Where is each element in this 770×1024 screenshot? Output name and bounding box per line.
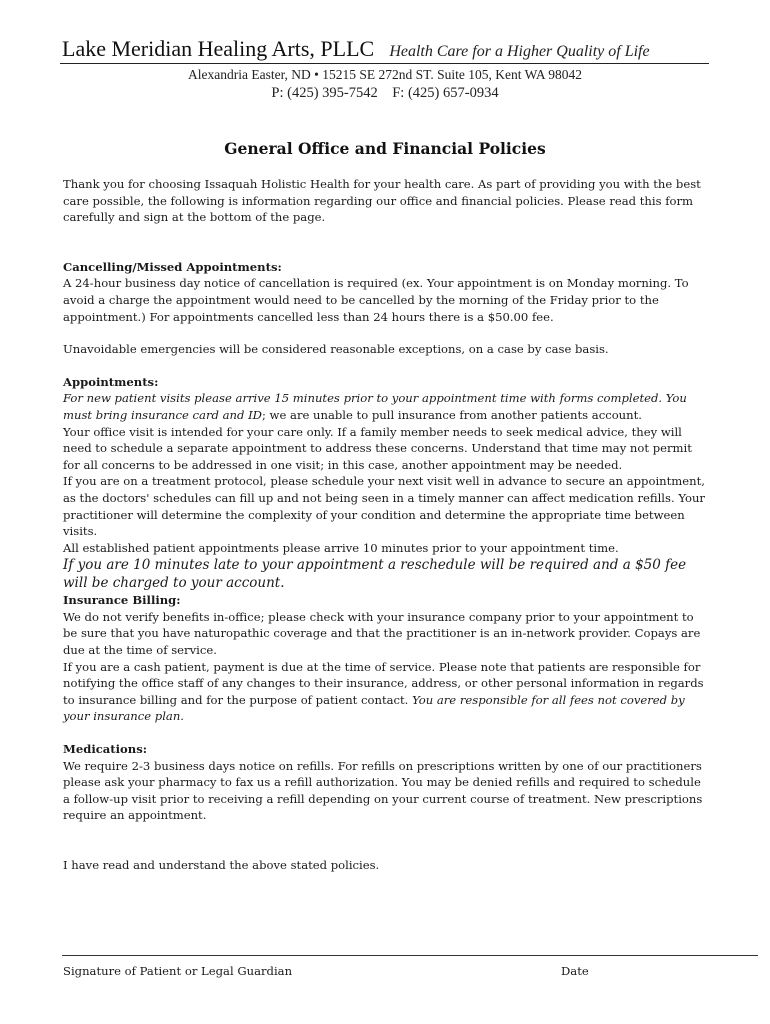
cancelling-text: A 24-hour business day notice of cancellation is required (ex. Your appointment is on Monday morning. To avoid a charge the appointment would need to be cancelled by the morning of the Friday prior to the appointment.) For appointments cancelled less than 24 hours there is a $50.00 fee. [63, 276, 689, 324]
new-patient-rest: ; we are unable to pull insurance from another patients account. [261, 407, 642, 422]
cash-patient-text: If you are a cash patient, payment is due at the time of service. Please note that patients are responsible for notifying the office staff of any changes to their insurance, address, or other personal information in regards to insurance billing and for the purpose of patient contact. [63, 659, 704, 707]
phone-fax-line: P: (425) 395-7542 F: (425) 657-0934 [271, 85, 499, 101]
policy-body [63, 176, 708, 874]
medications-heading: Medications: [63, 742, 148, 757]
intro-paragraph: Thank you for choosing Issaquah Holistic Health for your health care. As part of providing you with the best care possible, the following is information regarding our office and financial policies. Please read this form carefully and sign at the bottom of the page. [63, 177, 701, 225]
treatment-protocol-text: If you are on a treatment protocol, please schedule your next visit well in advance to secure an appointment, as the doctors' schedules can fill up and not being seen in a timely manner can affect medication refills. Your practitioner will determine the complexity of your condition and determine the appropriate time between visits. [63, 474, 705, 539]
header-divider [60, 63, 709, 64]
address-line: Alexandria Easter, ND • 15215 SE 272nd ST. Suite 105, Kent WA 98042 [187, 67, 583, 82]
new-patient-italic: For new patient visits please arrive 15 minutes prior to your appointment time with forms completed. You must bring insurance card and ID [63, 391, 687, 422]
date-label: Date [561, 964, 589, 978]
signature-line[interactable] [62, 955, 758, 956]
organization-name: Lake Meridian Healing Arts, PLLC [62, 36, 375, 61]
office-visit-text: Your office visit is intended for your care only. If a family member needs to seek medical advice, they will need to schedule a separate appointment to address these concerns. Understand that time may not permit for all concerns to be addressed in one visit; in this case, another appointment may be needed. [63, 424, 692, 472]
emergencies-text: Unavoidable emergencies will be considered reasonable exceptions, on a case by case basis. [63, 342, 609, 357]
cancelling-heading: Cancelling/Missed Appointments: [63, 259, 282, 274]
medications-text: We require 2-3 business days notice on refills. For refills on prescriptions written by one of our practitioners please ask your pharmacy to fax us a refill authorization. You may be denied refills and required to schedule a follow-up visit prior to receiving a refill depending on your current course of treatment. New prescriptions require an appointment. [63, 758, 703, 823]
acknowledgement-text: I have read and understand the above stated policies. [63, 858, 380, 872]
cash-patient-paragraph [63, 659, 708, 725]
established-patient-text: All established patient appointments please arrive 10 minutes prior to your appointment time. [63, 540, 619, 555]
insurance-verify-text: We do not verify benefits in-office; please check with your insurance company prior to your appointment to be sure that you have naturopathic coverage and that the practitioner is an in-network provider. Copays are due at the time of service. [63, 609, 701, 658]
insurance-heading: Insurance Billing: [63, 593, 181, 608]
document-title: General Office and Financial Policies [224, 139, 546, 158]
tagline: Health Care for a Higher Quality of Life [389, 43, 650, 60]
letterhead [62, 36, 708, 66]
appointments-heading: Appointments: [63, 374, 159, 389]
late-notice: If you are 10 minutes late to your appointment a reschedule will be required and a $50 fee will be charged to your account. [63, 557, 687, 592]
signature-label: Signature of Patient or Legal Guardian [63, 964, 293, 978]
responsible-fees-italic: You are responsible for all fees not covered by your insurance plan. [63, 692, 685, 724]
new-patient-paragraph [63, 390, 708, 423]
